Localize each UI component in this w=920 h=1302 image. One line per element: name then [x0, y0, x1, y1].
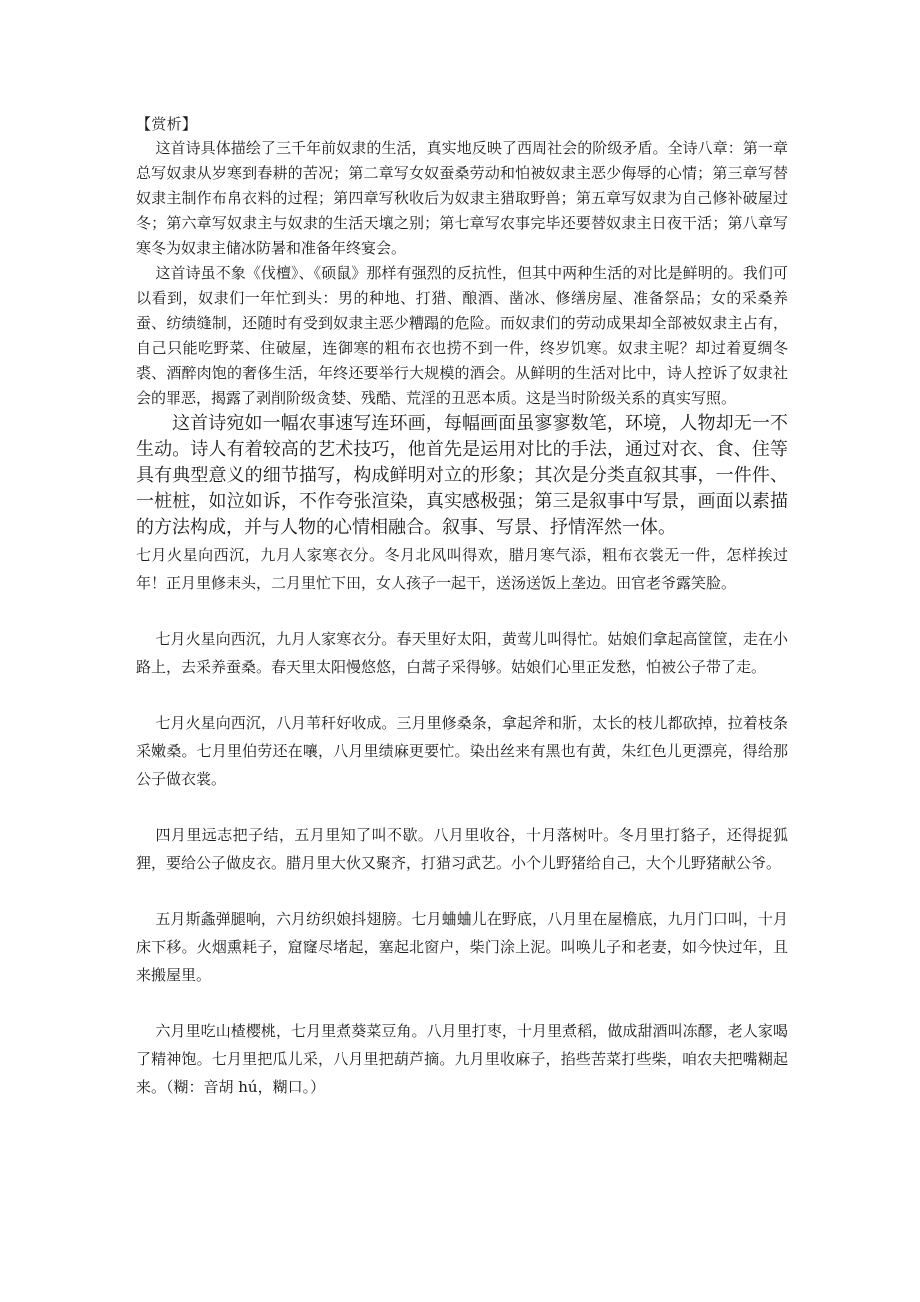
analysis-paragraph-3: 这首诗宛如一幅农事速写连环画，每幅画面虽寥寥数笔，环境，人物却无一不生动。诗人有着较高的艺术技巧，他首先是运用对比的手法，通过对衣、食、住等具有典型意义的细节描写，构成鲜明对立的形象；其次是分类直叙其事，一件件、一桩桩，如泣如诉，不作夸张渲染，真实感极强；第三是叙事中写景，画面以素描的方法构成，并与人物的心情相融合。叙事、写景、抒情浑然一体。	[136, 413, 788, 538]
translation-stanza-2: 七月火星向西沉，九月人家寒衣分。春天里好太阳，黄莺儿叫得忙。姑娘们拿起高筐筐，走在小路上，去采养蚕桑。春天里太阳慢悠悠，白蒿子采得够。姑娘们心里正发愁，怕被公子带了走。	[136, 630, 788, 676]
translation-stanza-5: 五月斯螽弹腿响，六月纺织娘抖翅膀。七月蛐蛐儿在野底，八月里在屋檐底，九月门口叫，十月床下移。火烟熏耗子，窟窿尽堵起，塞起北窗户，柴门涂上泥。叫唤儿子和老妻，如今快过年，且来搬屋里。	[136, 910, 788, 984]
translation-stanza-4: 四月里远志把子结，五月里知了叫不歇。八月里收谷，十月落树叶。冬月里打貉子，还得捉狐狸，要给公子做皮衣。腊月里大伙又聚齐，打猎习武艺。小个儿野猪给自己，大个儿野猪献公爷。	[136, 826, 788, 872]
translation-stanza-6: 六月里吃山楂樱桃，七月里煮葵菜豆角。八月里打枣，十月里煮稻，做成甜酒叫冻醪，老人家喝了精神饱。七月里把瓜儿采，八月里把葫芦摘。九月里收麻子，掐些苦菜打些柴，咱农夫把嘴糊起来。（糊：音胡 hú，糊口。）	[136, 1022, 788, 1096]
translation-stanza-3: 七月火星向西沉，八月苇秆好收成。三月里修桑条，拿起斧和斨，太长的枝儿都砍掉，拉着枝条采嫩桑。七月里伯劳还在嚷，八月里绩麻更要忙。染出丝来有黑也有黄，朱红色儿更漂亮，得给那公子做衣裳。	[136, 714, 788, 788]
document-page	[136, 112, 788, 1129]
analysis-paragraph-2: 这首诗虽不象《伐檀》、《硕鼠》那样有强烈的反抗性，但其中两种生活的对比是鲜明的。我们可以看到，奴隶们一年忙到头：男的种地、打猎、酿酒、凿冰、修缮房屋、准备祭品；女的采桑养蚕、纺绩缝制，还随时有受到奴隶主恶少糟蹋的危险。而奴隶们的劳动成果却全部被奴隶主占有，自己只能吃野菜、住破屋，连御寒的粗布衣也捞不到一件，终岁饥寒。奴隶主呢？却过着夏绸冬裘、酒醉肉饱的奢侈生活，年终还要举行大规模的酒会。从鲜明的生活对比中，诗人控诉了奴隶社会的罪恶，揭露了剥削阶级贪婪、残酷、荒淫的丑恶本质。这是当时阶级关系的真实写照。	[136, 264, 788, 407]
translation-stanza-1: 七月火星向西沉，九月人家寒衣分。冬月北风叫得欢，腊月寒气添，粗布衣裳无一件，怎样挨过年！正月里修耒头，二月里忙下田，女人孩子一起干，送汤送饭上垄边。田官老爷露笑脸。	[136, 546, 788, 592]
section-heading: 【赏析】	[136, 115, 198, 133]
analysis-paragraph-1: 这首诗具体描绘了三千年前奴隶的生活，真实地反映了西周社会的阶级矛盾。全诗八章：第一章总写奴隶从岁寒到春耕的苦况；第二章写女奴蚕桑劳动和怕被奴隶主恶少侮辱的心情；第三章写替奴隶主制作布帛衣料的过程；第四章写秋收后为奴隶主猎取野兽；第五章写奴隶为自己修补破屋过冬；第六章写奴隶主与奴隶的生活天壤之别；第七章写农事完毕还要替奴隶主日夜干活；第八章写寒冬为奴隶主储冰防暑和准备年终宴会。	[136, 139, 788, 257]
